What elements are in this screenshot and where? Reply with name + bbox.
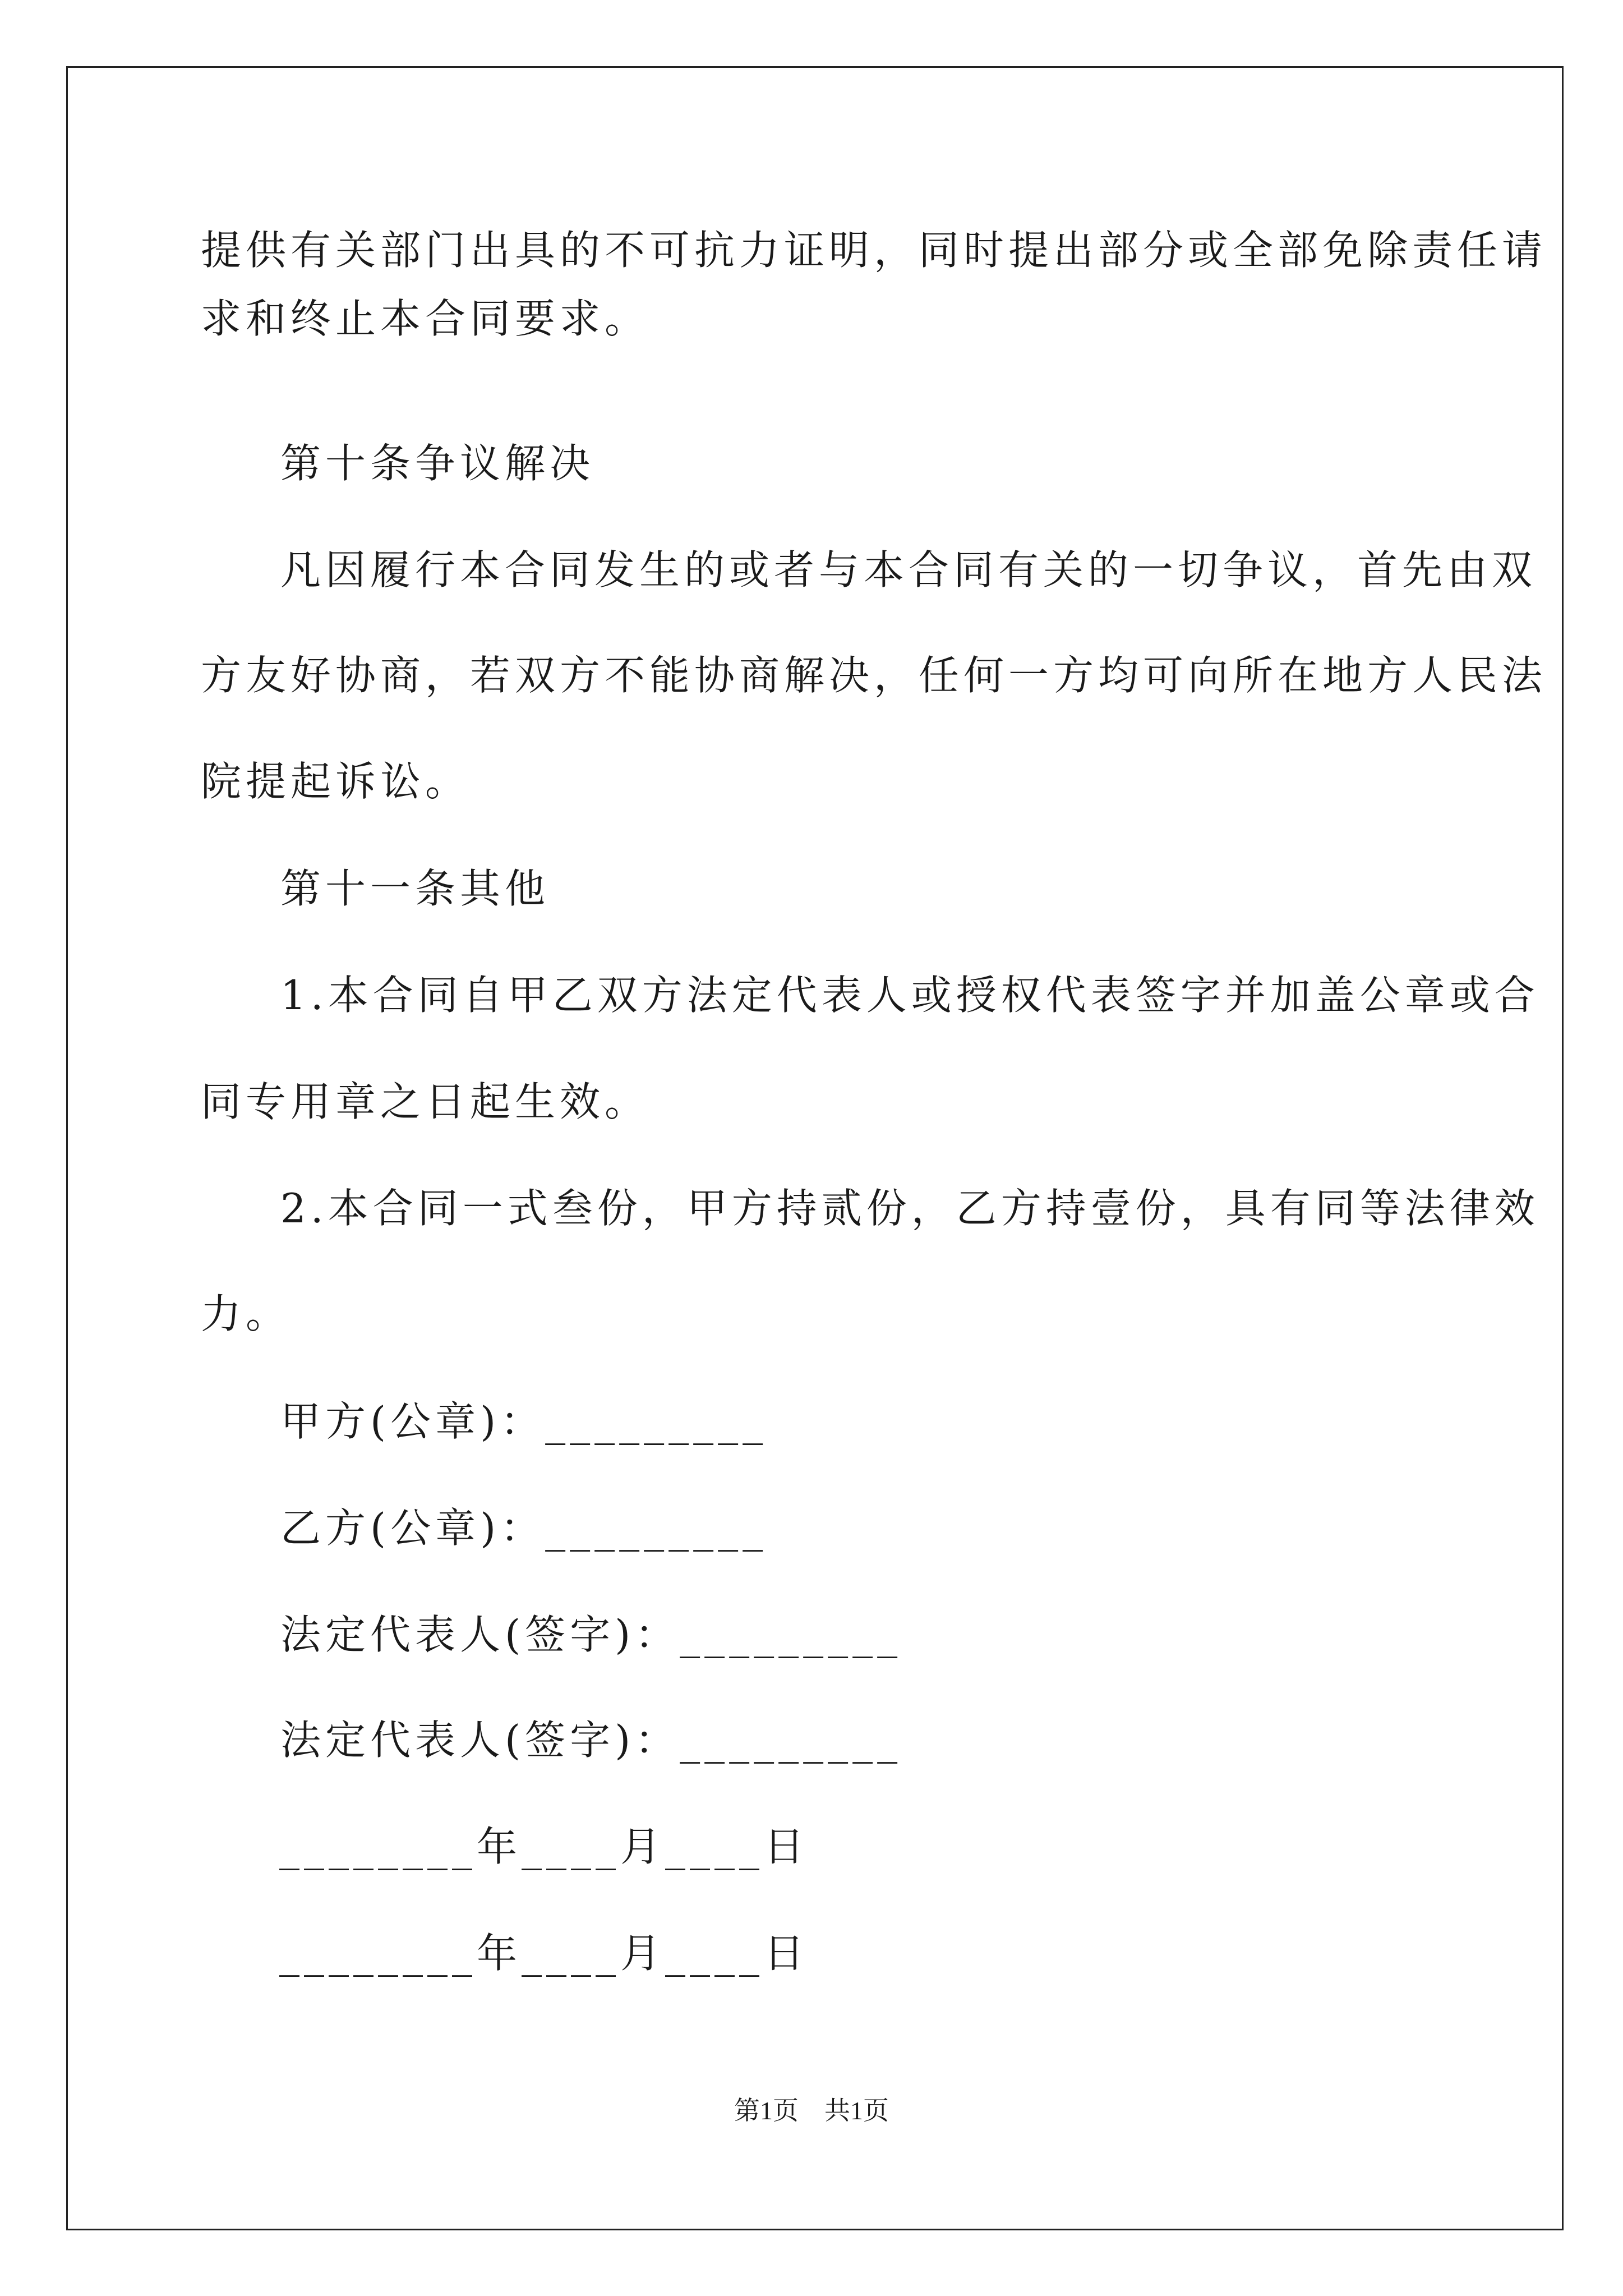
- body-line: 力。: [201, 1290, 291, 1337]
- section-heading: 第十条争议解决: [280, 440, 595, 487]
- page-number: 第1页: [734, 2096, 799, 2125]
- page-footer: [0, 2098, 1623, 2124]
- body-line: 求和终止本合同要求。: [201, 295, 650, 342]
- date-line: ________年____月____日: [279, 1930, 809, 1977]
- body-line: 1.本合同自甲乙双方法定代表人或授权代表签字并加盖公章或合: [280, 972, 1539, 1019]
- page-border: [66, 66, 1564, 2230]
- body-line: 院提起诉讼。: [201, 758, 471, 805]
- body-line: 方友好协商，若双方不能协商解决，任何一方均可向所在地方人民法: [201, 652, 1547, 699]
- signature-party-b: 乙方(公章)：_________: [280, 1504, 768, 1552]
- signature-legal-rep-a: 法定代表人(签字)：_________: [280, 1611, 902, 1658]
- signature-legal-rep-b: 法定代表人(签字)：_________: [280, 1717, 902, 1764]
- body-line: 凡因履行本合同发生的或者与本合同有关的一切争议，首先由双: [280, 546, 1537, 593]
- date-line: ________年____月____日: [279, 1823, 809, 1870]
- body-line: 同专用章之日起生效。: [201, 1078, 650, 1125]
- section-heading: 第十一条其他: [280, 865, 550, 912]
- body-line: 2.本合同一式叁份，甲方持贰份，乙方持壹份，具有同等法律效: [280, 1185, 1539, 1232]
- page-total: 共1页: [824, 2096, 889, 2125]
- signature-party-a: 甲方(公章)：_________: [280, 1398, 768, 1445]
- body-line: 提供有关部门出具的不可抗力证明，同时提出部分或全部免除责任请: [201, 227, 1547, 274]
